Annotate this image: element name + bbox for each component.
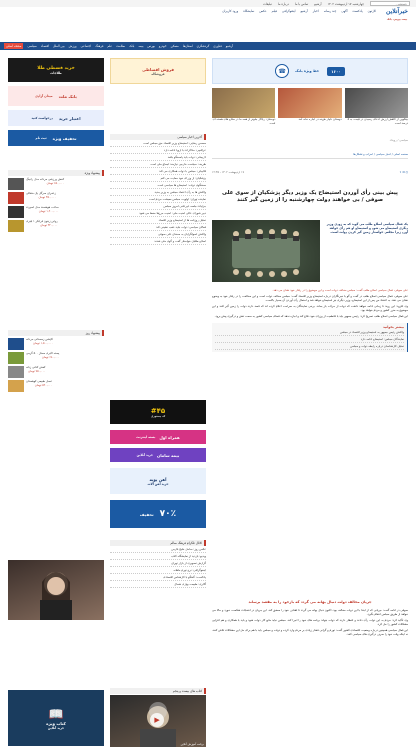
ad-label: ۱۶۰۰ bbox=[327, 67, 345, 76]
ad-sub: خرید آهن آلات bbox=[147, 481, 169, 486]
logo-tagline: بیمه، بورس، بانک bbox=[386, 18, 408, 21]
tv-item[interactable]: گزارش تصویری از بازار تهران bbox=[110, 560, 206, 567]
news-title: دوستان: ریاکار جلوتر از همه ما در سلاح های هسته ای است bbox=[212, 117, 276, 125]
product-price: ۸۹۰,۰۰۰ تومان bbox=[46, 180, 65, 185]
product-box-title: پیشنهاد ویژه bbox=[8, 170, 104, 176]
product-thumb bbox=[8, 352, 24, 364]
nav-item[interactable]: بین الملل bbox=[52, 44, 65, 48]
product-thumb bbox=[8, 220, 24, 232]
nav-item[interactable]: فناوری bbox=[213, 44, 222, 48]
mid-news-item[interactable]: سخنگوی دولت: استیضاح ها سیاسی است bbox=[110, 182, 206, 189]
article-body-2 bbox=[212, 608, 408, 637]
left-ad-offer[interactable] bbox=[8, 130, 104, 146]
nav-item[interactable]: بانک bbox=[129, 44, 135, 48]
product-thumb bbox=[8, 206, 24, 218]
product-thumb bbox=[8, 380, 24, 392]
product-thumb bbox=[8, 192, 24, 204]
mid-news-item[interactable]: ظریف: سیاست خارجی نیازمند اجماع ملی است bbox=[110, 161, 206, 168]
secondary-nav bbox=[36, 8, 376, 14]
ad-sub: طلاجات bbox=[50, 70, 62, 75]
nav-top-item[interactable]: اخبار bbox=[312, 9, 319, 13]
tv-box bbox=[110, 540, 206, 588]
nav-item-home[interactable]: صفحه اصلی bbox=[6, 44, 22, 48]
product-name: عسل طبیعی کوهستان bbox=[26, 379, 53, 383]
article-side-text: یک فعال سیاسی اصلاح طلب می گوید که به زودی وزیر دیگری استیضاح می شود و استیضاح او هم رأی خواهد آورد زیرا مجلس خواستار زمین گیر کردن دولت است. bbox=[326, 222, 408, 234]
nav-top-item[interactable]: چند رسانه bbox=[323, 9, 337, 13]
mid-ad-discount[interactable] bbox=[110, 500, 206, 528]
news-thumb-image bbox=[345, 88, 408, 118]
article-paragraph: علی صوفی، فعال سیاسی اصلاح طلب در گفت و گو با خبرنگاران درباره استیضاح وزیر اقتصاد گفت: مجلس مخالف دولت است و این مخالفت را در رفتار خود به وضوح نشان می دهد. به اعتقاد من پس از این استیضاح، وزیر دیگری نیز استیضاح خواهد شد و احتمال رأی آوردن آن بسیار بالاست. bbox=[212, 294, 408, 303]
product-name: روغن زیتون فرابکر ۱ لیتری bbox=[26, 219, 58, 223]
mid-news-item[interactable]: فعالان سیاسی: دولت نباید عقب نشینی کند bbox=[110, 224, 206, 231]
product-item[interactable] bbox=[8, 380, 104, 392]
topbar-date: چهارشنبه ۱۷ اردیبهشت ۱۴۰۲ bbox=[327, 1, 364, 6]
topbar-link-about[interactable]: درباره ما bbox=[277, 1, 289, 6]
topbar-link-ads[interactable]: تبلیغات bbox=[263, 1, 272, 6]
nav-top-item[interactable]: کارتون bbox=[367, 9, 376, 13]
article-lead: علی صوفی، فعال سیاسی اصلاح طلب گفت: مجلس مخالف دولت است و این موضوع را در رفتار خود نشان می دهد. bbox=[272, 288, 408, 292]
nav-top-item[interactable]: پادکست bbox=[352, 9, 363, 13]
topbar-link-contact[interactable]: تماس با ما bbox=[294, 1, 309, 6]
ad-label: فروش اقساطی bbox=[142, 66, 174, 72]
nav-item[interactable]: سیاسی bbox=[27, 44, 37, 48]
site-logo[interactable] bbox=[384, 6, 410, 24]
nav-item[interactable]: اقتصاد bbox=[40, 44, 49, 48]
ad-sub: میدان آزادی bbox=[35, 94, 53, 98]
product-name: کفش کتانی زنانه bbox=[26, 365, 46, 369]
nav-item[interactable]: ورزش bbox=[68, 44, 77, 48]
read-more-box bbox=[212, 323, 408, 352]
mid-ad-mci[interactable] bbox=[110, 430, 206, 444]
mid-news-item[interactable]: دبیر شورای عالی امنیت ملی: امنیت مرزها حفظ می شود bbox=[110, 210, 206, 217]
mid-ad-ahan[interactable] bbox=[110, 468, 206, 494]
nav-top-item[interactable]: آرشیو bbox=[300, 9, 308, 13]
nav-item[interactable]: استان‌ها bbox=[182, 44, 193, 48]
ad-sub: کد دستوری bbox=[150, 414, 166, 418]
ad-sub: خط ویژه بانک bbox=[295, 69, 320, 73]
left-ad-book[interactable] bbox=[8, 690, 104, 746]
article-main-image bbox=[212, 220, 320, 282]
article-paragraph: وی تأکید کرد: مردم به این دولت رأی دادند و انتظار دارند که دولت بتواند برنامه های خود را اجرا کند. مجلس نباید مانع کار دولت شود و باید با همکاری و هم افزایی مشکلات کشور را حل کرد. bbox=[212, 618, 408, 627]
mid-news-item[interactable]: اصلاح طلبان خواستار گفت و گوی ملی شدند bbox=[110, 238, 206, 245]
play-icon[interactable]: ▶ bbox=[150, 713, 164, 727]
ad-sub: تخفیف bbox=[139, 511, 154, 517]
left-ad-credit[interactable] bbox=[8, 110, 104, 126]
read-more-link[interactable]: تحلیل کارشناسان درباره رابطه دولت و مجلس bbox=[215, 343, 404, 350]
ad-sub: درخواست کنید bbox=[31, 116, 53, 120]
product-name: زعفران سرگل یک مثقالی bbox=[26, 191, 56, 195]
read-more-heading: بیشتر بخوانید bbox=[382, 324, 404, 329]
top-news-item[interactable] bbox=[345, 88, 408, 134]
left-ad-bank[interactable] bbox=[8, 86, 104, 106]
news-thumb-image bbox=[212, 88, 275, 118]
read-more-link[interactable]: واکنش رئیس جمهور به استیضاح وزیر اقتصاد در مجلس bbox=[215, 329, 404, 336]
mid-news-item[interactable]: تحلیل روزنامه ها از استیضاح وزیر اقتصاد bbox=[110, 217, 206, 224]
article-breadcrumb[interactable]: صفحه اصلی / اخبار سیاسی / احزاب و تشکل‌ها bbox=[353, 152, 408, 156]
product-name: کفش ورزشی مردانه مدل رانینگ bbox=[26, 177, 65, 181]
product-price: ۱,۲۰۰,۰۰۰ تومان bbox=[38, 208, 59, 213]
article-date: ۱۷ اردیبهشت ۱۴۰۲ - ۱۲:۴۵ bbox=[212, 170, 245, 174]
ad-sub: ثبت نام bbox=[35, 136, 47, 140]
nav-top-item[interactable]: عکس bbox=[259, 9, 267, 13]
phone-icon: ☎ bbox=[275, 64, 289, 78]
ad-sub: خرید آنلاین bbox=[47, 725, 65, 730]
mid-news-item[interactable]: واکنش ها به رأی اعتماد مجلس به وزیر جدید bbox=[110, 189, 206, 196]
tv-box-title: کانال تلگرام فرهنگ سالم bbox=[110, 540, 206, 546]
divider bbox=[212, 158, 408, 159]
product-price: ۶۸۰,۰۰۰ تومان bbox=[41, 354, 60, 359]
nav-item[interactable]: بیمه bbox=[138, 44, 144, 48]
mid-news-item[interactable]: قالیباف: مجلس با دولت همکاری می کند bbox=[110, 168, 206, 175]
article-quote-heading: جریان مخالف دولت دنبال بهانه می گردد که بازخود را به مقصد برساند bbox=[248, 600, 372, 604]
nav-item[interactable]: خودرو bbox=[158, 44, 167, 48]
mid-news-item[interactable]: لاریجانی: دولت باید پاسخگو باشد bbox=[110, 154, 206, 161]
product-item[interactable] bbox=[8, 338, 104, 350]
ad-label: ۷۰٪ bbox=[159, 509, 177, 519]
topbar-link-archive[interactable]: آرشیو bbox=[314, 1, 322, 6]
mid-news-item[interactable]: واکنش اصولگرایان به سخنان علی صوفی bbox=[110, 231, 206, 238]
nav-item[interactable]: گردشگری bbox=[196, 44, 210, 48]
product-price: ۴۵۰,۰۰۰ تومان bbox=[38, 194, 56, 199]
top-news-row bbox=[212, 88, 408, 134]
news-title: دوستان ناچار هزینه در اجاره خانه آمد bbox=[298, 117, 342, 121]
ad-label: آهن پویه bbox=[149, 476, 167, 482]
product-box-2 bbox=[8, 330, 104, 394]
product-thumb bbox=[8, 178, 24, 190]
nav-item[interactable]: اجتماعی bbox=[80, 44, 92, 48]
top-news-item[interactable] bbox=[278, 88, 341, 134]
share-icons[interactable]: ⎙ ✉ ⇪ bbox=[399, 170, 408, 174]
product-price: ۱,۵۰۰,۰۰۰ تومان bbox=[33, 340, 53, 345]
tv-item[interactable]: عکس روز: ساحل خلیج فارس bbox=[110, 546, 206, 553]
nav-item[interactable]: مسکن bbox=[170, 44, 179, 48]
mid-box-title: آخرین اخبار سیاسی bbox=[110, 134, 206, 140]
mid-news-item[interactable]: عراقچی: مذاکرات با اروپا ادامه دارد bbox=[110, 147, 206, 154]
nav-top-item[interactable]: ورود کاربران bbox=[222, 9, 239, 13]
video-thumbnail[interactable] bbox=[110, 695, 206, 747]
article-paragraph: وی افزود: این روند تا زمانی ادامه خواهد داشت که دولت از حرکت باز بماند. برخی نمایندگان به صراحت اعلام کرده اند که قصد دارند دولت را زمین گیر کنند و این موضوع به ضرر کشور و مردم خواهد بود. bbox=[212, 304, 408, 313]
nav-item[interactable]: سلامت bbox=[116, 44, 126, 48]
nav-item[interactable]: بورس bbox=[147, 44, 155, 48]
tv-item[interactable]: گالری: طبیعت بهاری شمال bbox=[110, 581, 206, 588]
product-thumb bbox=[8, 366, 24, 378]
product-name: کاپشن زمستانی مردانه bbox=[26, 337, 53, 341]
video-box bbox=[110, 688, 206, 747]
left-ad-gold[interactable] bbox=[8, 58, 104, 82]
ad-sub: بسته اینترنت bbox=[136, 435, 156, 439]
nav-item[interactable]: فرهنگ bbox=[95, 44, 104, 48]
main-nav bbox=[0, 42, 416, 50]
article-paragraph: این فعال سیاسی اصلاح طلب تصریح کرد: رئیس جمهور باید با قاطعیت از وزرای خود دفاع کند و اجازه ندهد که فضای سیاسی کشور به سمت تنش و درگیری پیش برود. bbox=[214, 314, 408, 319]
ad-sub: فروشگاه bbox=[151, 71, 165, 76]
product-name: ساعت هوشمند مدل اسپرت bbox=[26, 205, 59, 209]
logo-text: خبرآنلاین bbox=[386, 8, 408, 15]
left-photo-box[interactable] bbox=[8, 560, 104, 620]
product-name: پسته اکبری ممتاز ۵۰۰ گرمی bbox=[26, 351, 60, 355]
ad-label: همراه اول bbox=[159, 434, 180, 440]
nav-top-item[interactable]: فیلم bbox=[271, 9, 277, 13]
mid-news-item[interactable]: جزئیات جلسه غیرعلنی امروز مجلس bbox=[110, 203, 206, 210]
woman-photo bbox=[8, 560, 104, 620]
article-kicker: سیاسی / رویداد bbox=[389, 138, 408, 142]
nav-item[interactable]: آرشیو bbox=[225, 44, 234, 48]
tv-item[interactable]: اینفوگرافی: نرخ تورم ماهانه bbox=[110, 567, 206, 574]
top-banner-ad[interactable] bbox=[212, 58, 408, 84]
ad-label: #۴۵ bbox=[150, 406, 166, 415]
nav-top-item[interactable]: نمایشگاه bbox=[243, 9, 255, 13]
mid-top-ad[interactable] bbox=[110, 58, 206, 84]
video-caption: برنامه آموزش آنلاین bbox=[180, 742, 204, 746]
ad-label: بیمه سامان bbox=[156, 452, 180, 458]
tv-item[interactable]: پادکست: گفتگو با کارشناس اقتصادی bbox=[110, 574, 206, 581]
ad-label: خرید قسطی طلا bbox=[37, 65, 75, 71]
read-more-link[interactable]: نمایندگان مجلس: استیضاح ادامه دارد bbox=[215, 336, 404, 343]
mid-news-list bbox=[110, 134, 206, 245]
product-item[interactable] bbox=[8, 366, 104, 378]
article-meta-row bbox=[212, 170, 408, 174]
video-box-title: کتاب های بیست و پنجم bbox=[110, 688, 206, 694]
mid-news-item[interactable]: محسن رضایی: استیضاح وزیر اقتصاد حق مجلس است bbox=[110, 140, 206, 147]
nav-top-item[interactable]: اینفوگرافی bbox=[281, 9, 296, 13]
ad-label: تخفیف ویژه bbox=[52, 135, 77, 141]
product-price: ۳۲۰,۰۰۰ تومان bbox=[40, 222, 58, 227]
ad-sub: خرید آنلاین bbox=[136, 453, 153, 457]
product-thumb bbox=[8, 338, 24, 350]
article-paragraph: صوفی در ادامه گفت: جریانی که از ابتدا با این دولت مخالف بود، اکنون دنبال بهانه می گردد تا اهداف خود را محقق کند. این جریان در انتخابات شکست خورد و حالا می خواهد از طریق مجلس انتقام بگیرد. bbox=[212, 608, 408, 617]
product-price: ۵۲۰,۰۰۰ تومان bbox=[34, 382, 53, 387]
mid-ad-hash[interactable] bbox=[110, 400, 206, 424]
book-icon: 📖 bbox=[48, 706, 64, 721]
mid-news-item[interactable]: پزشکیان: از وزرای خود حمایت می کنم bbox=[110, 175, 206, 182]
ad-label: کتاب ویژه bbox=[46, 720, 66, 726]
product-item[interactable] bbox=[8, 206, 104, 218]
ad-label: اعتبار خرید bbox=[58, 115, 81, 121]
article-title: پیش بینی رأی آوردن استیضاح یک وزیر دیگر پزشکیان از سوی علی صوفی / بی خواهند دولت چهارشنبه را از زمین گیر کنند bbox=[222, 190, 398, 203]
product-item[interactable] bbox=[8, 220, 104, 232]
product-price: ۷۵۰,۰۰۰ تومان bbox=[28, 368, 46, 373]
nav-item[interactable]: علم bbox=[107, 44, 113, 48]
ad-label: بانک ملت bbox=[58, 93, 77, 99]
article-body bbox=[212, 288, 408, 356]
mid-ad-saman[interactable] bbox=[110, 448, 206, 462]
product-item[interactable] bbox=[8, 192, 104, 204]
meeting-photo bbox=[212, 220, 320, 282]
nav-top-item[interactable]: آگهی bbox=[341, 9, 348, 13]
top-news-item[interactable] bbox=[212, 88, 275, 134]
news-thumb-image bbox=[278, 88, 341, 118]
product-box bbox=[8, 170, 104, 234]
product-item[interactable] bbox=[8, 352, 104, 364]
product-box-title: پیشنهاد روز bbox=[8, 330, 104, 336]
tv-item[interactable]: ویدیو: بازدید از نمایشگاه کتاب bbox=[110, 553, 206, 560]
product-item[interactable] bbox=[8, 178, 104, 190]
top-bar bbox=[0, 0, 416, 7]
article-paragraph: این فعال سیاسی همچنین درباره وضعیت اقتصادی کشور گفت: تورم و گرانی فشار زیادی بر مردم وارد کرده و دولت و مجلس باید با هم برای حل این مشکلات تلاش کنند، نه اینکه وقت خود را صرف درگیری های سیاسی کنند. bbox=[212, 628, 408, 637]
news-title: بیتکوین از کاهش ارزش ادعای رسیدن در قیمت به ۵ درصد است bbox=[347, 117, 408, 125]
mid-news-item[interactable]: نماینده تهران: اولویت مجلس معیشت مردم است bbox=[110, 196, 206, 203]
